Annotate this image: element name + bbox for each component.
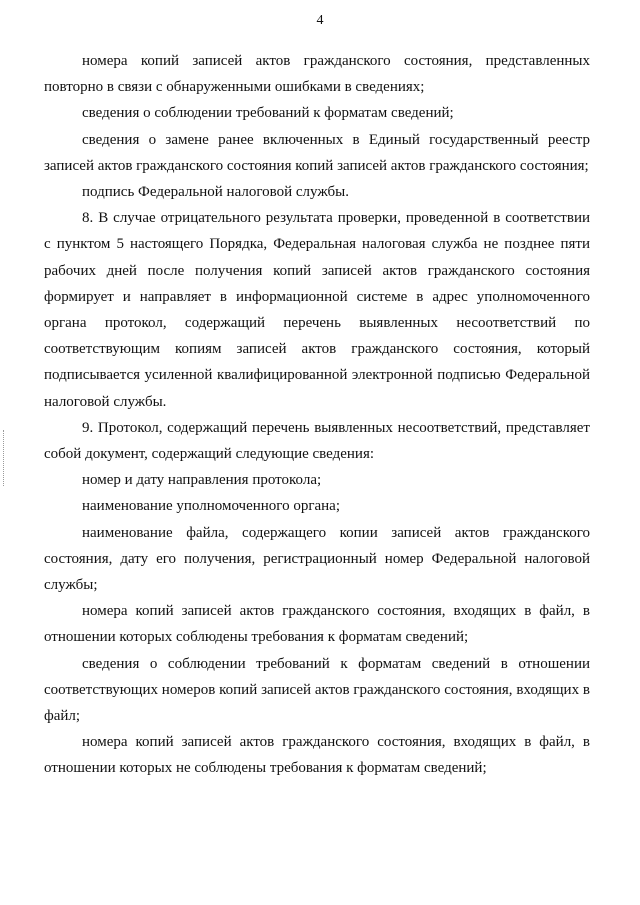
scan-edge-mark — [3, 430, 5, 486]
paragraph-register-replacement: сведения о замене ранее включенных в Единый государственный реестр записей актов гражданского состояния копий записей актов гражданского состояния; — [44, 131, 590, 174]
paragraph-compliant-copy-numbers: номера копий записей актов гражданского состояния, входящих в файл, в отношении которых соблюдены требования к форматам сведений; — [44, 603, 590, 646]
page-number: 4 — [316, 13, 324, 28]
paragraph-protocol-number-date: номер и дату направления протокола; — [82, 472, 322, 489]
document-body — [44, 48, 590, 782]
paragraph-noncompliant-copy-numbers: номера копий записей актов гражданского состояния, входящих в файл, в отношении которых не соблюдены требования к форматам сведений; — [44, 734, 590, 777]
paragraph-format-compliance-details: сведения о соблюдении требований к форматам сведений в отношении соответствующих номеров копий записей актов гражданского состояния, входящих в файл; — [44, 655, 590, 725]
paragraph-format-compliance: сведения о соблюдении требований к форматам сведений; — [82, 105, 454, 122]
paragraph-file-name-details: наименование файла, содержащего копии записей актов гражданского состояния, дату его получения, регистрационный номер Федеральной налоговой службы; — [44, 524, 590, 594]
paragraph-clause-8: 8. В случае отрицательного результата проверки, проведенной в соответствии с пунктом 5 настоящего Порядка, Федеральная налоговая служба не позднее пяти рабочих дней после получения копий записей актов гражданского состояния формирует и направляет в информационной системе в адрес уполномоченного органа протокол, содержащий перечень выявленных несоответствий по соответствующим копиям записей актов гражданского состояния, который подписывается усиленной квалифицированной электронной подписью Федеральной налоговой службы. — [44, 210, 590, 410]
paragraph-authorized-body-name: наименование уполномоченного органа; — [82, 498, 341, 515]
paragraph-tax-service-signature: подпись Федеральной налоговой службы. — [82, 184, 349, 201]
paragraph-clause-9: 9. Протокол, содержащий перечень выявленных несоответствий, представляет собой документ, содержащий следующие сведения: — [44, 419, 590, 463]
paragraph-copy-numbers-resubmitted: номера копий записей актов гражданского состояния, представленных повторно в связи с обнаруженными ошибками в сведениях; — [44, 53, 590, 96]
